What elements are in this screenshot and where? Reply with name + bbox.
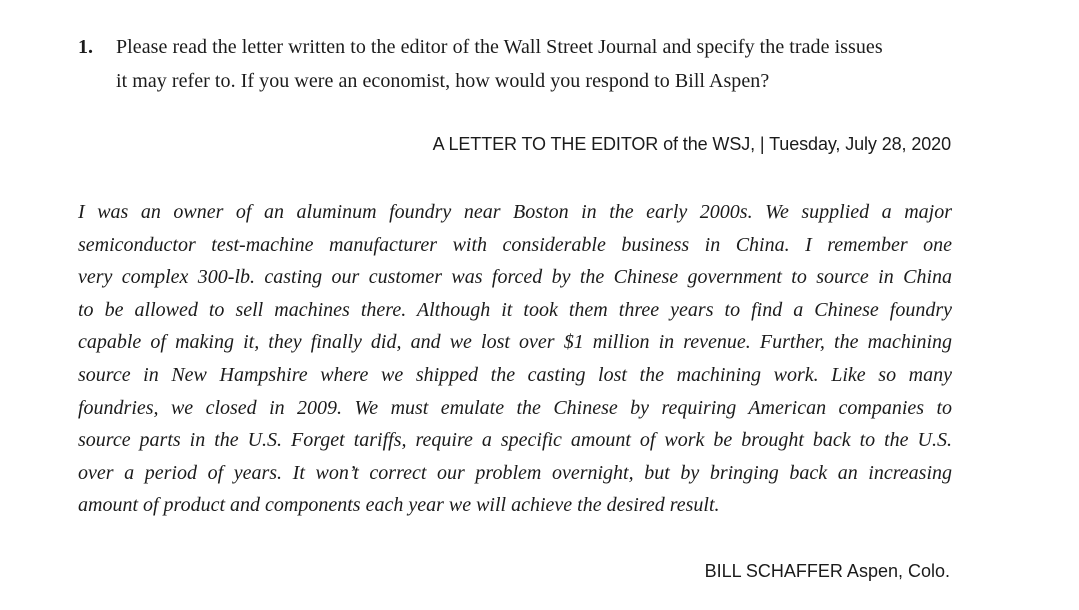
- letter-line: semiconductor test-machine manufacturer with considerable business in China. I remember one: [78, 233, 952, 256]
- letter-line: source in New Hampshire where we shipped the casting lost the machining work. Like so many: [78, 363, 952, 386]
- letter-line: foundries, we closed in 2009. We must emulate the Chinese by requiring American companies to: [78, 396, 952, 419]
- letter-line: over a period of years. It won’t correct our problem overnight, but by bringing back an increasing: [78, 461, 952, 484]
- letter-line: source parts in the U.S. Forget tariffs, require a specific amount of work be brought back to the U.S.: [78, 429, 952, 452]
- letter-line: I was an owner of an aluminum foundry near Boston in the early 2000s. We supplied a major: [78, 201, 952, 223]
- question-1: [78, 30, 958, 98]
- letter-line: amount of product and components each year we will achieve the desired result.: [78, 494, 720, 517]
- letter-signature: BILL SCHAFFER Aspen, Colo.: [704, 561, 950, 581]
- question-text: [116, 30, 958, 98]
- letter-line: capable of making it, they finally did, and we lost over $1 million in revenue. Further, the machining: [78, 331, 952, 354]
- letter-heading: A LETTER TO THE EDITOR of the WSJ, | Tuesday, July 28, 2020: [432, 134, 951, 154]
- letter-line: to be allowed to sell machines there. Although it took them three years to find a Chinese foundry: [78, 298, 952, 321]
- question-line: Please read the letter written to the editor of the Wall Street Journal and specify the trade issues: [116, 36, 883, 58]
- question-number: 1.: [78, 36, 94, 58]
- letter-line: very complex 300-lb. casting our customer was forced by the Chinese government to source in China: [78, 266, 952, 289]
- letter-body: [78, 196, 952, 522]
- question-line: it may refer to. If you were an economist, how would you respond to Bill Aspen?: [116, 70, 770, 92]
